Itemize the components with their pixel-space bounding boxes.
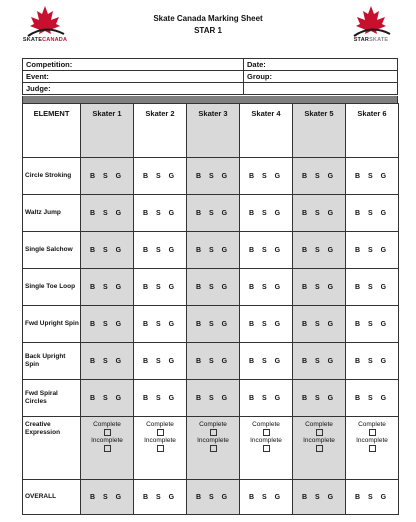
bsg-marks[interactable]: B S G <box>142 209 178 217</box>
marking-grid <box>22 103 399 515</box>
judge-field[interactable]: Judge: <box>23 83 244 95</box>
bsg-marks[interactable]: B S G <box>354 320 390 328</box>
bsg-marks[interactable]: B S G <box>301 357 337 365</box>
bsg-marks[interactable]: B S G <box>89 394 125 402</box>
mark-cell[interactable] <box>293 195 346 232</box>
mark-cell[interactable] <box>134 343 187 380</box>
creative-cell <box>293 417 346 480</box>
mark-cell[interactable] <box>134 380 187 417</box>
complete-label: Complete <box>252 421 280 428</box>
mark-cell[interactable] <box>134 269 187 306</box>
bsg-marks[interactable]: B S G <box>89 283 125 291</box>
logo-text-canada: CANADA <box>42 37 68 43</box>
bsg-marks[interactable]: B S G <box>142 357 178 365</box>
incomplete-checkbox[interactable] <box>316 445 323 452</box>
complete-label: Complete <box>199 421 227 428</box>
element-row <box>23 232 399 269</box>
mark-cell[interactable] <box>187 158 240 195</box>
mark-cell[interactable] <box>81 480 134 515</box>
bsg-marks[interactable]: B S G <box>89 493 125 501</box>
bsg-marks[interactable]: B S G <box>301 209 337 217</box>
complete-checkbox[interactable] <box>316 429 323 436</box>
bsg-marks[interactable]: B S G <box>142 172 178 180</box>
element-name: Single Toe Loop <box>23 269 81 306</box>
element-row <box>23 195 399 232</box>
bsg-marks[interactable]: B S G <box>195 209 231 217</box>
bsg-marks[interactable]: B S G <box>195 394 231 402</box>
starskate-logo <box>340 4 402 46</box>
bsg-marks[interactable]: B S G <box>248 394 284 402</box>
element-name: Back Upright Spin <box>23 343 81 380</box>
info-table <box>22 58 398 95</box>
bsg-marks[interactable]: B S G <box>142 283 178 291</box>
mark-cell[interactable] <box>293 158 346 195</box>
element-name: Fwd Upright Spin <box>23 306 81 343</box>
bsg-marks[interactable]: B S G <box>89 357 125 365</box>
mark-cell[interactable] <box>293 232 346 269</box>
mark-cell[interactable] <box>293 480 346 515</box>
mark-cell[interactable] <box>240 480 293 515</box>
mark-cell[interactable] <box>346 195 399 232</box>
bsg-marks[interactable]: B S G <box>195 493 231 501</box>
incomplete-checkbox[interactable] <box>157 445 164 452</box>
element-row <box>23 380 399 417</box>
bsg-marks[interactable]: B S G <box>195 172 231 180</box>
complete-label: Complete <box>358 421 386 428</box>
bsg-marks[interactable]: B S G <box>195 320 231 328</box>
mark-cell[interactable] <box>346 158 399 195</box>
bsg-marks[interactable]: B S G <box>301 493 337 501</box>
complete-checkbox[interactable] <box>210 429 217 436</box>
mark-cell[interactable] <box>187 232 240 269</box>
bsg-marks[interactable]: B S G <box>248 493 284 501</box>
complete-checkbox[interactable] <box>369 429 376 436</box>
mark-cell[interactable] <box>81 195 134 232</box>
element-header: ELEMENT <box>23 104 81 158</box>
mark-cell[interactable] <box>240 158 293 195</box>
element-row <box>23 343 399 380</box>
mark-cell[interactable] <box>240 306 293 343</box>
mark-cell[interactable] <box>240 232 293 269</box>
logo-text-star: STAR <box>353 37 370 43</box>
mark-cell[interactable] <box>187 380 240 417</box>
skater-header: Skater 3 <box>187 104 240 158</box>
incomplete-label: Incomplete <box>144 437 176 445</box>
mark-cell[interactable] <box>293 306 346 343</box>
incomplete-label: Incomplete <box>356 437 388 445</box>
maple-leaf-icon <box>340 4 402 38</box>
complete-checkbox[interactable] <box>104 429 111 436</box>
mark-cell[interactable] <box>240 380 293 417</box>
creative-cell <box>134 417 187 480</box>
mark-cell[interactable] <box>81 232 134 269</box>
bsg-marks[interactable]: B S G <box>142 320 178 328</box>
skater-header: Skater 2 <box>134 104 187 158</box>
incomplete-label: Incomplete <box>197 437 229 445</box>
element-name: Circle Stroking <box>23 158 81 195</box>
complete-checkbox[interactable] <box>263 429 270 436</box>
divider-bar <box>22 96 398 103</box>
info-blank-cell <box>244 83 398 95</box>
mark-cell[interactable] <box>134 232 187 269</box>
bsg-marks[interactable]: B S G <box>195 357 231 365</box>
mark-cell[interactable] <box>187 306 240 343</box>
element-name: Fwd Spiral Circles <box>23 380 81 417</box>
mark-cell[interactable] <box>134 480 187 515</box>
bsg-marks[interactable]: B S G <box>89 246 125 254</box>
competition-field[interactable]: Competition: <box>23 59 244 71</box>
mark-cell[interactable] <box>134 195 187 232</box>
date-field[interactable]: Date: <box>244 59 398 71</box>
incomplete-label: Incomplete <box>250 437 282 445</box>
bsg-marks[interactable]: B S G <box>142 246 178 254</box>
bsg-marks[interactable]: B S G <box>89 209 125 217</box>
logo-text-skate: SKATE <box>369 37 389 43</box>
mark-cell[interactable] <box>81 380 134 417</box>
creative-cell <box>346 417 399 480</box>
incomplete-label: Incomplete <box>91 437 123 445</box>
incomplete-checkbox[interactable] <box>369 445 376 452</box>
bsg-marks[interactable]: B S G <box>301 246 337 254</box>
bsg-marks[interactable]: B S G <box>248 246 284 254</box>
complete-label: Complete <box>93 421 121 428</box>
element-name: Waltz Jump <box>23 195 81 232</box>
creative-cell <box>187 417 240 480</box>
bsg-marks[interactable]: B S G <box>142 394 178 402</box>
mark-cell[interactable] <box>134 306 187 343</box>
creative-cell <box>240 417 293 480</box>
overall-label: OVERALL <box>23 480 81 515</box>
mark-cell[interactable] <box>346 232 399 269</box>
bsg-marks[interactable]: B S G <box>248 357 284 365</box>
mark-cell[interactable] <box>187 195 240 232</box>
bsg-marks[interactable]: B S G <box>354 493 390 501</box>
mark-cell[interactable] <box>81 343 134 380</box>
bsg-marks[interactable]: B S G <box>195 283 231 291</box>
mark-cell[interactable] <box>240 269 293 306</box>
skater-header: Skater 6 <box>346 104 399 158</box>
mark-cell[interactable] <box>81 269 134 306</box>
skater-header: Skater 4 <box>240 104 293 158</box>
element-name: Single Salchow <box>23 232 81 269</box>
mark-cell[interactable] <box>81 158 134 195</box>
element-row <box>23 158 399 195</box>
complete-label: Complete <box>146 421 174 428</box>
skater-header: Skater 1 <box>81 104 134 158</box>
skater-header: Skater 5 <box>293 104 346 158</box>
bsg-marks[interactable]: B S G <box>248 283 284 291</box>
mark-cell[interactable] <box>187 480 240 515</box>
mark-cell[interactable] <box>293 380 346 417</box>
bsg-marks[interactable]: B S G <box>301 283 337 291</box>
mark-cell[interactable] <box>134 158 187 195</box>
group-field[interactable]: Group: <box>244 71 398 83</box>
mark-cell[interactable] <box>346 306 399 343</box>
mark-cell[interactable] <box>346 480 399 515</box>
mark-cell[interactable] <box>293 343 346 380</box>
bsg-marks[interactable]: B S G <box>301 172 337 180</box>
bsg-marks[interactable]: B S G <box>354 357 390 365</box>
incomplete-checkbox[interactable] <box>263 445 270 452</box>
mark-cell[interactable] <box>346 380 399 417</box>
bsg-marks[interactable]: B S G <box>354 209 390 217</box>
sheet-title: Skate Canada Marking Sheet <box>153 14 263 23</box>
bsg-marks[interactable]: B S G <box>301 320 337 328</box>
bsg-marks[interactable]: B S G <box>142 493 178 501</box>
mark-cell[interactable] <box>187 269 240 306</box>
incomplete-label: Incomplete <box>303 437 335 445</box>
creative-cell <box>81 417 134 480</box>
incomplete-checkbox[interactable] <box>210 445 217 452</box>
event-field[interactable]: Event: <box>23 71 244 83</box>
mark-cell[interactable] <box>240 343 293 380</box>
bsg-marks[interactable]: B S G <box>248 172 284 180</box>
bsg-marks[interactable]: B S G <box>89 320 125 328</box>
element-row <box>23 269 399 306</box>
bsg-marks[interactable]: B S G <box>354 246 390 254</box>
incomplete-checkbox[interactable] <box>104 445 111 452</box>
overall-row <box>23 480 399 515</box>
bsg-marks[interactable]: B S G <box>354 172 390 180</box>
complete-label: Complete <box>305 421 333 428</box>
bsg-marks[interactable]: B S G <box>248 209 284 217</box>
bsg-marks[interactable]: B S G <box>354 394 390 402</box>
complete-checkbox[interactable] <box>157 429 164 436</box>
element-row <box>23 306 399 343</box>
mark-cell[interactable] <box>293 269 346 306</box>
mark-cell[interactable] <box>346 343 399 380</box>
header-row <box>23 104 399 158</box>
mark-cell[interactable] <box>81 306 134 343</box>
logo-text-skate: SKATE <box>22 37 43 43</box>
bsg-marks[interactable]: B S G <box>248 320 284 328</box>
mark-cell[interactable] <box>346 269 399 306</box>
bsg-marks[interactable]: B S G <box>354 283 390 291</box>
bsg-marks[interactable]: B S G <box>301 394 337 402</box>
bsg-marks[interactable]: B S G <box>89 172 125 180</box>
creative-row <box>23 417 399 480</box>
element-name: Creative Expression <box>23 417 81 480</box>
bsg-marks[interactable]: B S G <box>195 246 231 254</box>
mark-cell[interactable] <box>240 195 293 232</box>
sheet-subtitle: STAR 1 <box>194 26 222 35</box>
mark-cell[interactable] <box>187 343 240 380</box>
